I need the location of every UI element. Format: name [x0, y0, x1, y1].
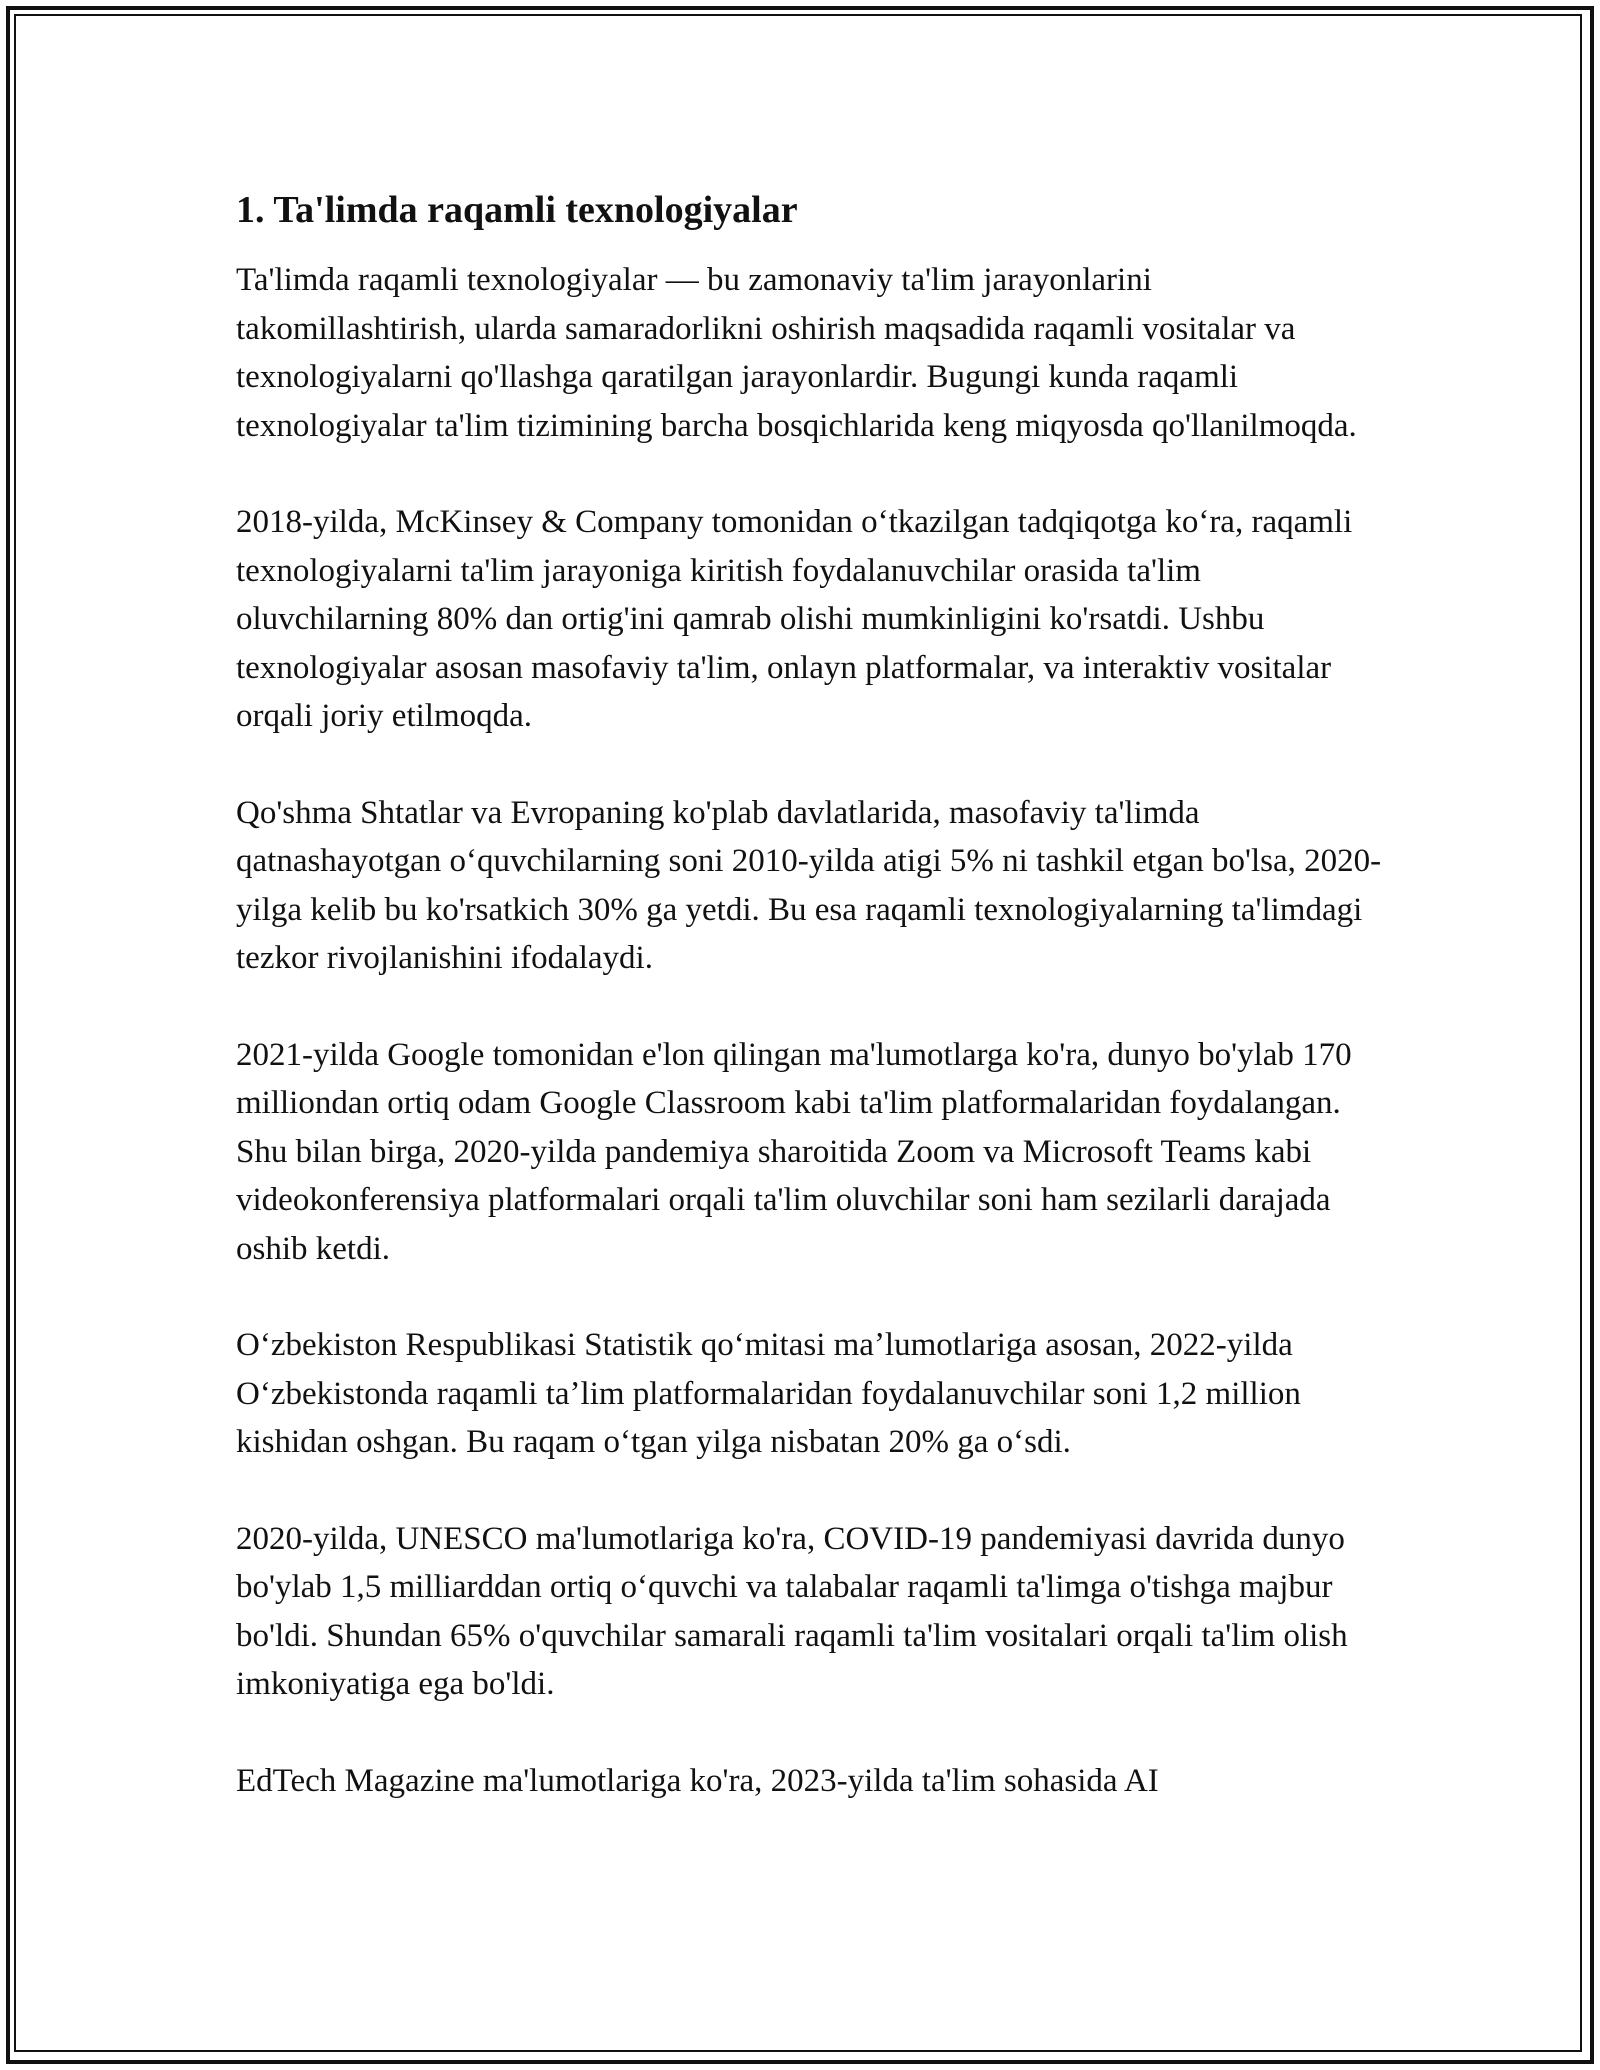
paragraph-edtech: EdTech Magazine ma'lumotlariga ko'ra, 2023-yilda ta'lim sohasida AI [236, 1762, 1159, 1799]
section-heading: 1. Ta'limda raqamli texnologiyalar [236, 189, 798, 231]
paragraph-intro: Ta'limda raqamli texnologiyalar — bu zamonaviy ta'lim jarayonlarini takomillashtirish, ularda samaradorlikni oshirish maqsadida raqamli vositalar va texnologiyalarni qo'llashga qaratilgan jarayonlardir. Bugungi kunda raqamli texnologiyalar ta'lim tizimining barcha bosqichlarida keng miqyosda qo'llanilmoqda. [236, 262, 1357, 444]
paragraph-google: 2021-yilda Google tomonidan e'lon qilingan ma'lumotlarga ko'ra, dunyo bo'ylab 170 milliondan ortiq odam Google Classroom kabi ta'lim platformalaridan foydalangan. Shu bilan birga, 2020-yilda pandemiya sharoitida Zoom va Microsoft Teams kabi videokonferensiya platformalari orqali ta'lim oluvchilar soni ham sezilarli darajada oshib ketdi. [236, 1036, 1352, 1267]
document-body [236, 184, 1386, 1853]
paragraph-usa-europe: Qo'shma Shtatlar va Evropaning ko'plab davlatlarida, masofaviy ta'limda qatnashayotgan oʻquvchilarning soni 2010-yilda atigi 5% ni tashkil etgan bo'lsa, 2020-yilga kelib bu ko'rsatkich 30% ga yetdi. Bu esa raqamli texnologiyalarning ta'limdagi tezkor rivojlanishini ifodalaydi. [236, 794, 1382, 976]
paragraph-uzbekistan: Oʻzbekiston Respublikasi Statistik qoʻmitasi maʼlumotlariga asosan, 2022-yilda Oʻzbekistonda raqamli taʼlim platformalaridan foydalanuvchilar soni 1,2 million kishidan oshgan. Bu raqam oʻtgan yilga nisbatan 20% ga oʻsdi. [236, 1327, 1301, 1460]
paragraph-unesco: 2020-yilda, UNESCO ma'lumotlariga ko'ra, COVID-19 pandemiyasi davrida dunyo bo'ylab 1,5 milliarddan ortiq oʻquvchi va talabalar raqamli ta'limga o'tishga majbur bo'ldi. Shundan 65% o'quvchilar samarali raqamli ta'lim vositalari orqali ta'lim olish imkoniyatiga ega bo'ldi. [236, 1520, 1348, 1702]
paragraph-mckinsey: 2018-yilda, McKinsey & Company tomonidan oʻtkazilgan tadqiqotga koʻra, raqamli texnologiyalarni ta'lim jarayoniga kiritish foydalanuvchilar orasida ta'lim oluvchilarning 80% dan ortig'ini qamrab olishi mumkinligini ko'rsatdi. Ushbu texnologiyalar asosan masofaviy ta'lim, onlayn platformalar, va interaktiv vositalar orqali joriy etilmoqda. [236, 504, 1353, 734]
